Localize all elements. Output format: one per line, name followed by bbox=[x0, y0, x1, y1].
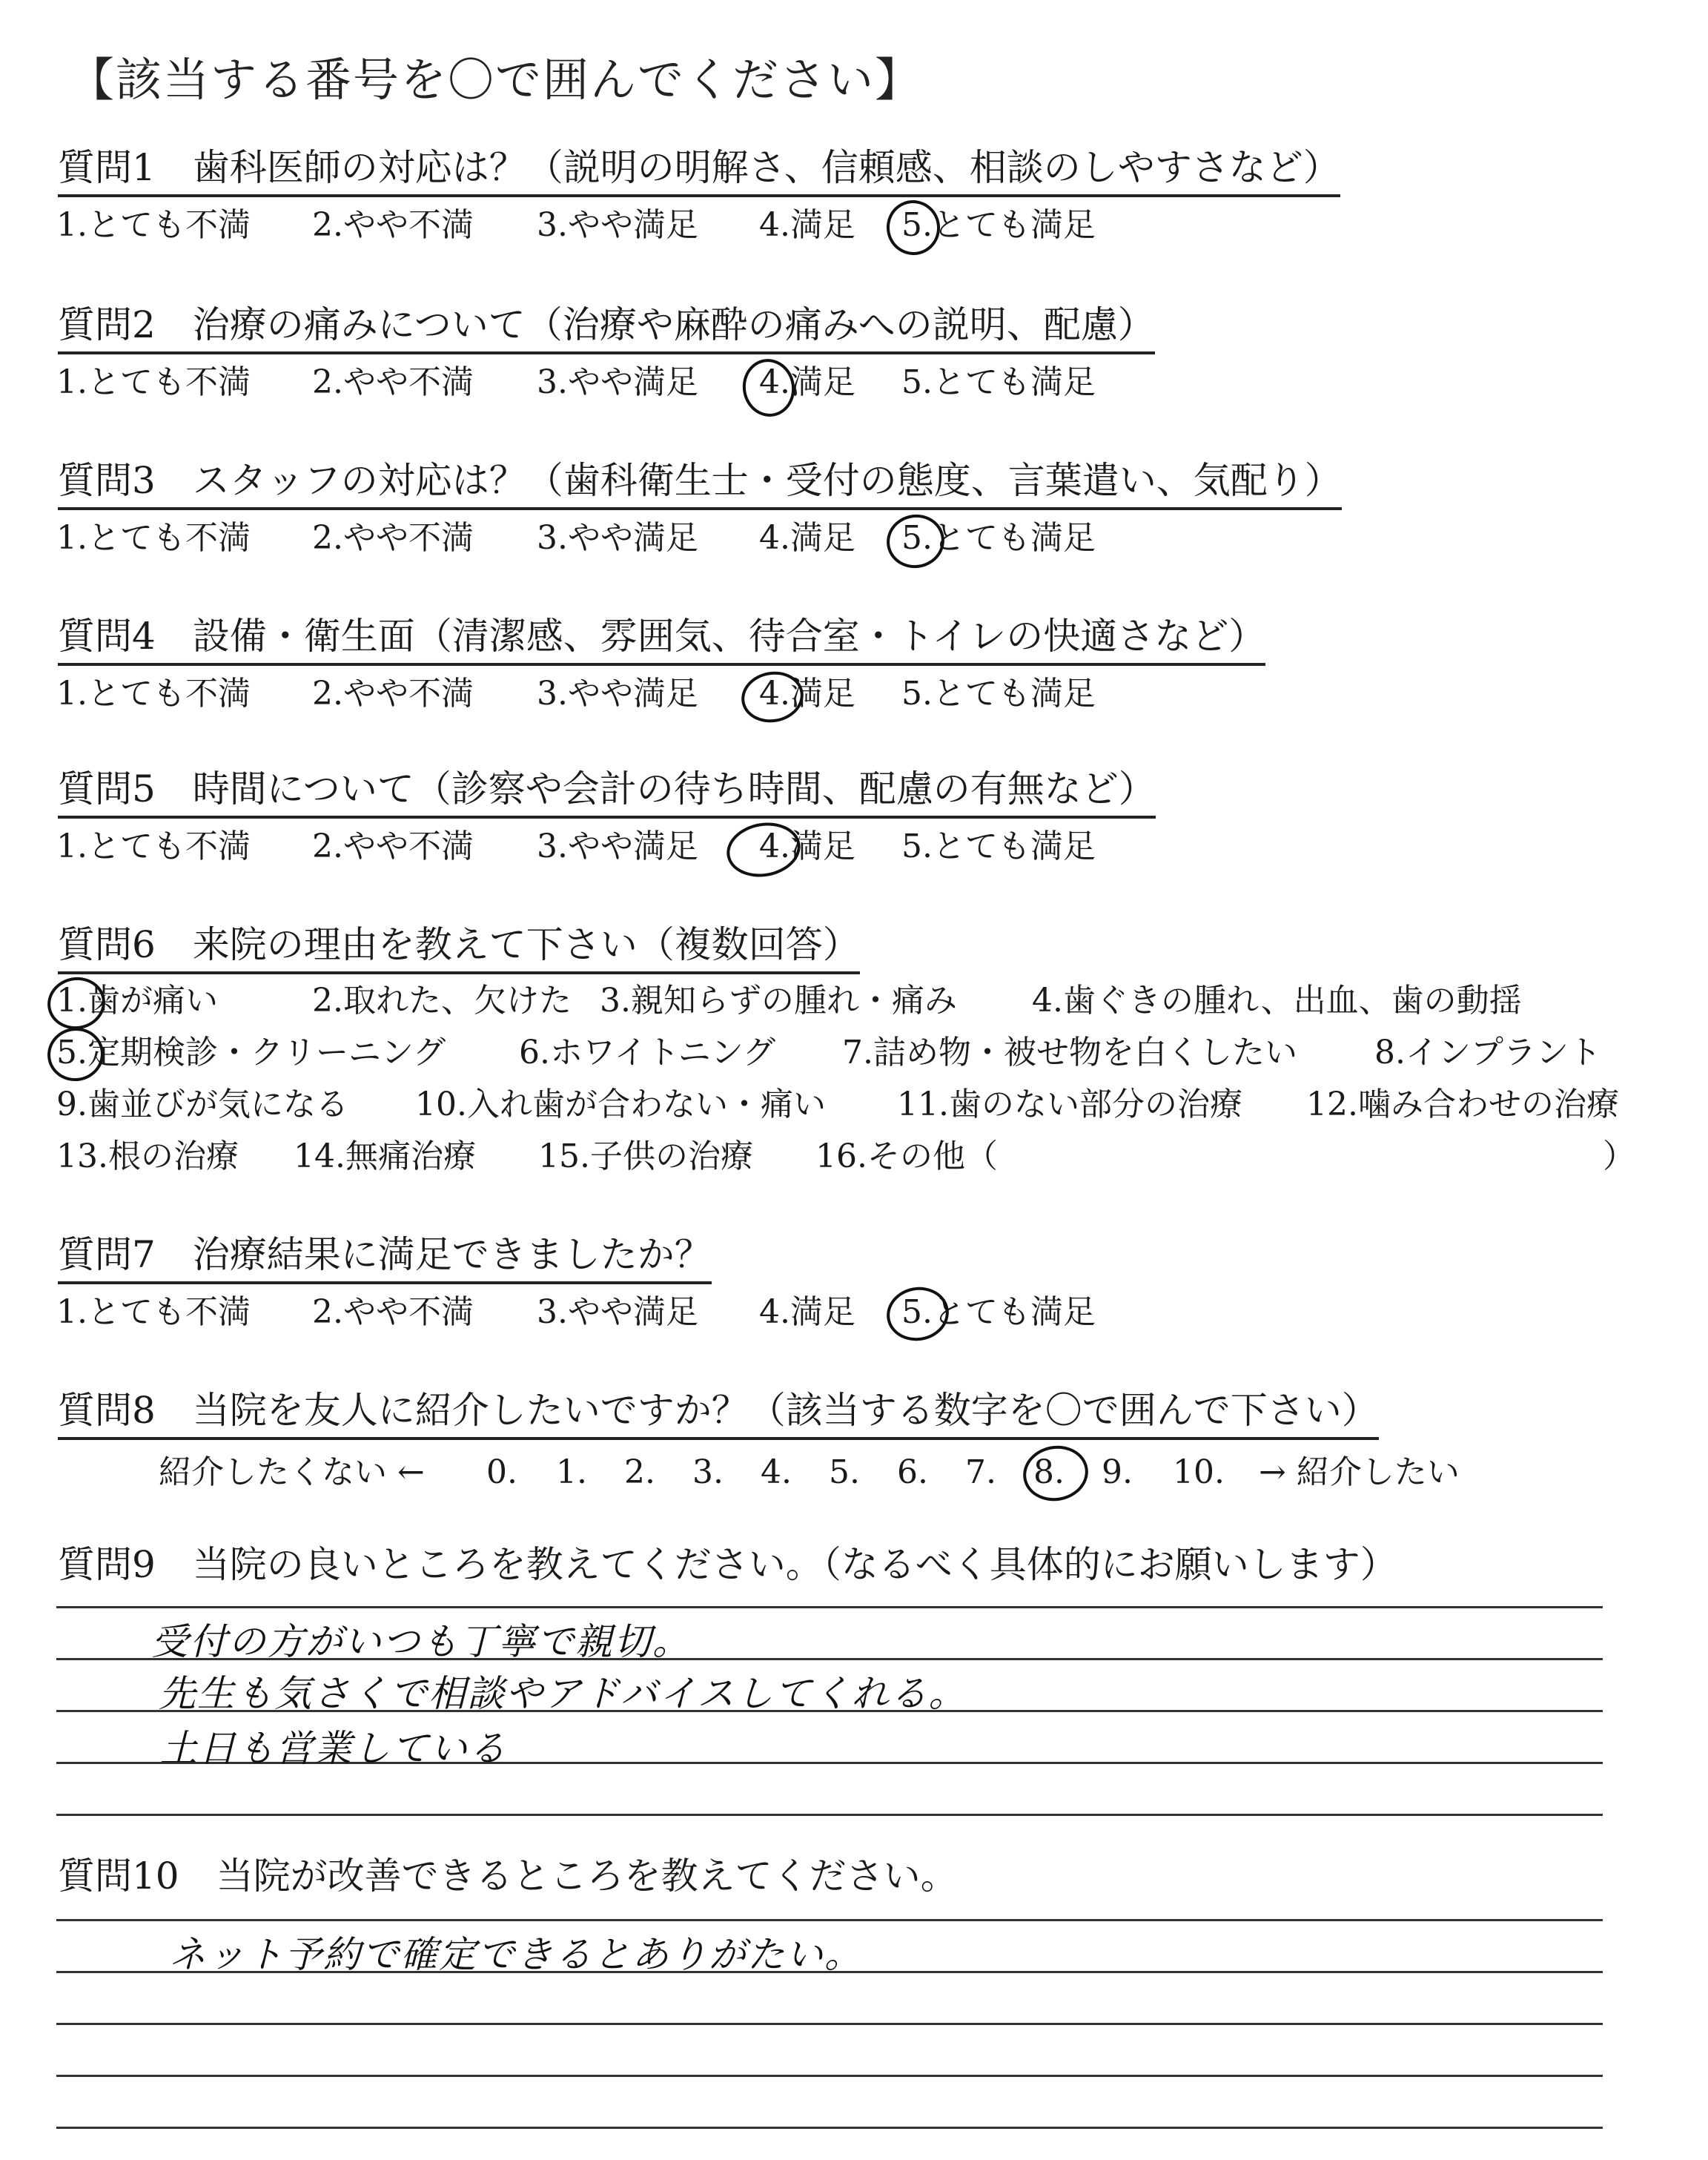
option-2[interactable]: 2.やや不満 bbox=[312, 675, 474, 713]
reason-option-10[interactable]: 10.入れ歯が合わない・痛い bbox=[415, 1086, 826, 1123]
nps-3[interactable]: 3. bbox=[692, 1453, 724, 1491]
option-2[interactable]: 2.やや不満 bbox=[312, 1293, 474, 1331]
question-2-title: 質問2 治療の痛みについて（治療や麻酔の痛みへの説明、配慮） bbox=[58, 303, 1155, 354]
nps-left-label: 紹介したくない ← bbox=[159, 1453, 425, 1491]
reason-option-8[interactable]: 8.インプラント bbox=[1374, 1034, 1601, 1071]
option-5[interactable]: 5.とても満足 bbox=[901, 1293, 1096, 1331]
answer-line bbox=[56, 2127, 1603, 2129]
option-4[interactable]: 4.満足 bbox=[759, 519, 855, 557]
question-10-title: 質問10 当院が改善できるところを教えてください。 bbox=[58, 1855, 958, 1898]
nps-4[interactable]: 4. bbox=[761, 1453, 792, 1491]
reason-option-14[interactable]: 14.無痛治療 bbox=[294, 1137, 476, 1175]
answer-line bbox=[56, 2075, 1603, 2077]
question-4-title: 質問4 設備・衛生面（清潔感、雰囲気、待合室・トイレの快適さなど） bbox=[58, 614, 1265, 666]
reason-option-16[interactable]: 16.その他（ bbox=[815, 1137, 998, 1175]
option-1[interactable]: 1.とても不満 bbox=[56, 675, 251, 713]
question-5-title: 質問5 時間について（診察や会計の待ち時間、配慮の有無など） bbox=[58, 767, 1156, 819]
handwritten-answer-q10: ネット予約で確定できるとありがたい。 bbox=[169, 1933, 863, 1976]
question-1-title: 質問1 歯科医師の対応は？（説明の明解さ、信頼感、相談のしやすさなど） bbox=[58, 145, 1340, 197]
reason-option-4[interactable]: 4.歯ぐきの腫れ、出血、歯の動揺 bbox=[1032, 982, 1522, 1020]
option-2[interactable]: 2.やや不満 bbox=[312, 828, 474, 865]
question-9-title: 質問9 当院の良いところを教えてください。（なるべく具体的にお願いします） bbox=[58, 1543, 1397, 1586]
question-7-title: 質問7 治療結果に満足できましたか？ bbox=[58, 1232, 712, 1284]
handwritten-answer-3: 土日も営業している bbox=[160, 1727, 507, 1770]
option-2[interactable]: 2.やや不満 bbox=[312, 363, 474, 401]
reason-option-5[interactable]: 5.定期検診・クリーニング bbox=[56, 1034, 446, 1071]
option-3[interactable]: 3.やや満足 bbox=[537, 1293, 698, 1331]
reason-option-1[interactable]: 1.歯が痛い bbox=[56, 982, 218, 1020]
option-3[interactable]: 3.やや満足 bbox=[537, 519, 698, 557]
nps-right-label: → 紹介したい bbox=[1259, 1453, 1460, 1491]
nps-9[interactable]: 9. bbox=[1102, 1453, 1133, 1491]
reason-option-12[interactable]: 12.噛み合わせの治療 bbox=[1306, 1086, 1619, 1123]
option-4[interactable]: 4.満足 bbox=[759, 206, 855, 244]
option-4[interactable]: 4.満足 bbox=[759, 828, 855, 865]
option-1[interactable]: 1.とても不満 bbox=[56, 206, 251, 244]
answer-line bbox=[56, 1606, 1603, 1608]
option-2[interactable]: 2.やや不満 bbox=[312, 519, 474, 557]
question-6-title: 質問6 来院の理由を教えて下さい（複数回答） bbox=[58, 922, 860, 974]
reason-option-2[interactable]: 2.取れた、欠けた bbox=[312, 982, 572, 1020]
other-close-paren: ） bbox=[1603, 1137, 1635, 1175]
question-3-title: 質問3 スタッフの対応は？（歯科衛生士・受付の態度、言葉遣い、気配り） bbox=[58, 458, 1342, 510]
reason-option-3[interactable]: 3.親知らずの腫れ・痛み bbox=[600, 982, 957, 1020]
reason-option-15[interactable]: 15.子供の治療 bbox=[538, 1137, 753, 1175]
reason-option-11[interactable]: 11.歯のない部分の治療 bbox=[897, 1086, 1242, 1123]
reason-option-9[interactable]: 9.歯並びが気になる bbox=[56, 1086, 348, 1123]
nps-2[interactable]: 2. bbox=[624, 1453, 655, 1491]
selection-circle bbox=[1019, 1441, 1093, 1506]
handwritten-answer-2: 先生も気さくで相談やアドバイスしてくれる。 bbox=[159, 1672, 967, 1715]
reason-option-7[interactable]: 7.詰め物・被せ物を白くしたい bbox=[842, 1034, 1297, 1071]
question-8-title: 質問8 当院を友人に紹介したいですか？（該当する数字を〇で囲んで下さい） bbox=[58, 1388, 1379, 1440]
reason-option-13[interactable]: 13.根の治療 bbox=[56, 1137, 239, 1175]
reason-option-6[interactable]: 6.ホワイトニング bbox=[519, 1034, 776, 1071]
option-4[interactable]: 4.満足 bbox=[759, 363, 855, 401]
option-3[interactable]: 3.やや満足 bbox=[537, 828, 698, 865]
option-3[interactable]: 3.やや満足 bbox=[537, 363, 698, 401]
nps-0[interactable]: 0. bbox=[486, 1453, 517, 1491]
option-1[interactable]: 1.とても不満 bbox=[56, 828, 251, 865]
nps-1[interactable]: 1. bbox=[556, 1453, 587, 1491]
answer-line bbox=[56, 1814, 1603, 1816]
answer-line bbox=[56, 2023, 1603, 2025]
answer-line bbox=[56, 1919, 1603, 1921]
option-1[interactable]: 1.とても不満 bbox=[56, 519, 251, 557]
option-3[interactable]: 3.やや満足 bbox=[537, 206, 698, 244]
option-5[interactable]: 5.とても満足 bbox=[901, 828, 1096, 865]
option-4[interactable]: 4.満足 bbox=[759, 675, 855, 713]
instruction-header: 【該当する番号を〇で囲んでください】 bbox=[68, 53, 923, 107]
option-5[interactable]: 5.とても満足 bbox=[901, 675, 1096, 713]
nps-5[interactable]: 5. bbox=[829, 1453, 860, 1491]
nps-6[interactable]: 6. bbox=[897, 1453, 928, 1491]
option-5[interactable]: 5.とても満足 bbox=[901, 363, 1096, 401]
nps-8[interactable]: 8. bbox=[1033, 1453, 1065, 1491]
option-4[interactable]: 4.満足 bbox=[759, 1293, 855, 1331]
option-1[interactable]: 1.とても不満 bbox=[56, 1293, 251, 1331]
option-1[interactable]: 1.とても不満 bbox=[56, 363, 251, 401]
option-3[interactable]: 3.やや満足 bbox=[537, 675, 698, 713]
option-5[interactable]: 5.とても満足 bbox=[901, 519, 1096, 557]
nps-7[interactable]: 7. bbox=[965, 1453, 996, 1491]
nps-10[interactable]: 10. bbox=[1173, 1453, 1225, 1491]
handwritten-answer-1: 受付の方がいつも丁寧で親切。 bbox=[151, 1620, 691, 1663]
option-2[interactable]: 2.やや不満 bbox=[312, 206, 474, 244]
option-5[interactable]: 5.とても満足 bbox=[901, 206, 1096, 244]
